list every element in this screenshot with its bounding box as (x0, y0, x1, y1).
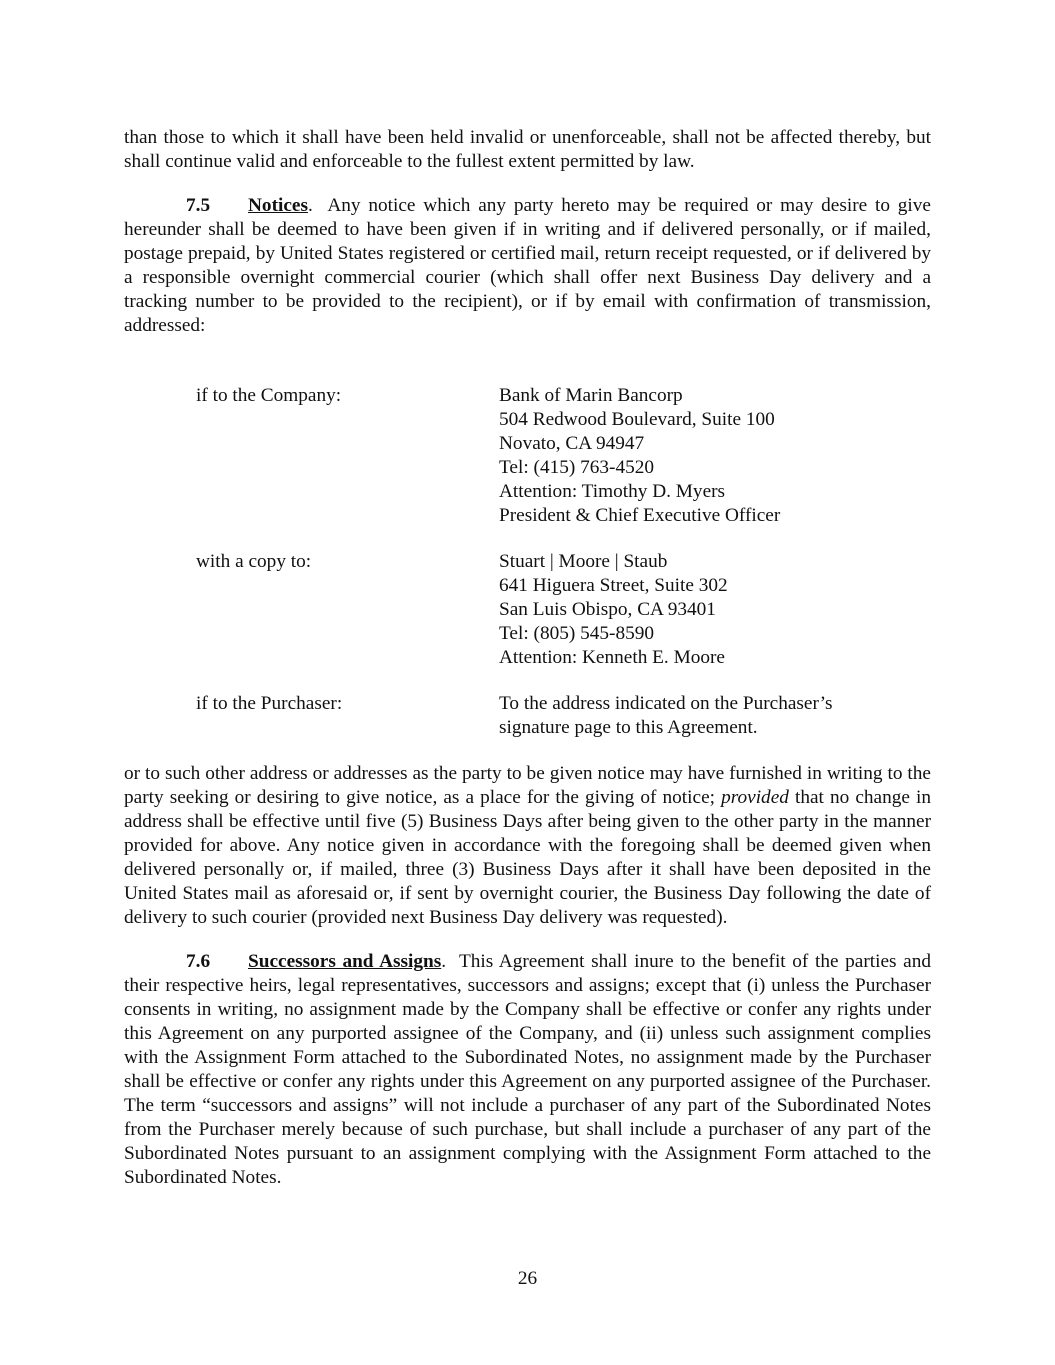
notice-company-address (499, 384, 931, 528)
section-7-5-paragraph (124, 194, 931, 338)
section-7-6-number: 7.6 (186, 951, 211, 972)
address-line: Tel: (805) 545-8590 (499, 623, 655, 644)
section-7-5-number: 7.5 (186, 195, 211, 216)
section-7-6-title-suffix: . (441, 951, 447, 972)
address-line: Attention: Timothy D. Myers (499, 481, 726, 502)
notice-terms-paragraph (124, 762, 931, 930)
address-line: Attention: Kenneth E. Moore (499, 647, 725, 668)
notice-terms-part-2: that no change in address shall be effective until five (5) Business Days after being given to the other party in the manner provided for above. Any notice given in accordance with the foregoing shall be deemed given when delivered personally or, if mailed, three (3) Business Days after it shall have been deposited in the United States mail as aforesaid or, if sent by overnight courier, the Business Day following the date of delivery to such courier (provided next Business Day delivery was requested). (124, 787, 931, 928)
address-line: Tel: (415) 763-4520 (499, 457, 655, 478)
section-7-5-body: Any notice which any party hereto may be required or may desire to give hereunder shall be deemed to have been given if in writing and if delivered personally, or if mailed, postage prepaid, by United States registered or certified mail, return receipt requested, or if delivered by a responsible overnight commercial courier (which shall offer next Business Day delivery and a tracking number to be provided to the recipient), or if by email with confirmation of transmission, addressed: (124, 195, 931, 336)
address-line: Stuart | Moore | Staub (499, 551, 668, 572)
address-line: 504 Redwood Boulevard, Suite 100 (499, 409, 775, 430)
address-line: Bank of Marin Bancorp (499, 385, 683, 406)
notice-purchaser-block (124, 692, 931, 740)
address-line: signature page to this Agreement. (499, 717, 758, 738)
notice-purchaser-address (499, 692, 931, 740)
notice-copy-block (124, 550, 931, 670)
notice-purchaser-label: if to the Purchaser: (196, 693, 343, 714)
notice-company-label: if to the Company: (196, 385, 342, 406)
paragraph-gap (124, 174, 931, 194)
address-line: 641 Higuera Street, Suite 302 (499, 575, 728, 596)
section-7-6-paragraph (124, 950, 931, 1190)
notice-addresses (124, 384, 931, 740)
address-line: San Luis Obispo, CA 93401 (499, 599, 716, 620)
address-line: To the address indicated on the Purchaser’s (499, 693, 833, 714)
section-7-6-body: This Agreement shall inure to the benefit of the parties and their respective heirs, legal representatives, successors and assigns; except that (i) unless the Purchaser consents in writing, no assignment made by the Company shall be effective or confer any rights under this Agreement on any purported assignee of the Company, and (ii) unless such assignment complies with the Assignment Form attached to the Subordinated Notes, no assignment made by the Purchaser shall be effective or confer any rights under this Agreement on any purported assignee of the Purchaser. The term “successors and assigns” will not include a purchaser of any part of the Subordinated Notes from the Purchaser merely because of such purchase, but shall include a purchaser of any part of the Subordinated Notes pursuant to an assignment complying with the Assignment Form attached to the Subordinated Notes. (124, 951, 931, 1188)
paragraph-gap (124, 930, 931, 950)
address-line: President & Chief Executive Officer (499, 505, 781, 526)
page-number: 26 (517, 1268, 538, 1289)
notice-copy-label: with a copy to: (196, 551, 312, 572)
notice-company-block (124, 384, 931, 528)
notice-terms-italic: provided (721, 787, 789, 808)
address-line: Novato, CA 94947 (499, 433, 645, 454)
notice-terms-part-1: or to such other address or addresses as the party to be given notice may have furnished in writing to the party seeking or desiring to give notice, as a place for the giving of notice; (124, 763, 931, 808)
notice-copy-address (499, 550, 931, 670)
section-7-5-title: Notices (248, 195, 308, 216)
continuation-paragraph: than those to which it shall have been held invalid or unenforceable, shall not be affected thereby, but shall continue valid and enforceable to the fullest extent permitted by law. (124, 127, 931, 172)
section-7-6-title: Successors and Assigns (248, 951, 442, 972)
document-page (124, 126, 931, 1190)
section-7-5-title-suffix: . (307, 195, 313, 216)
